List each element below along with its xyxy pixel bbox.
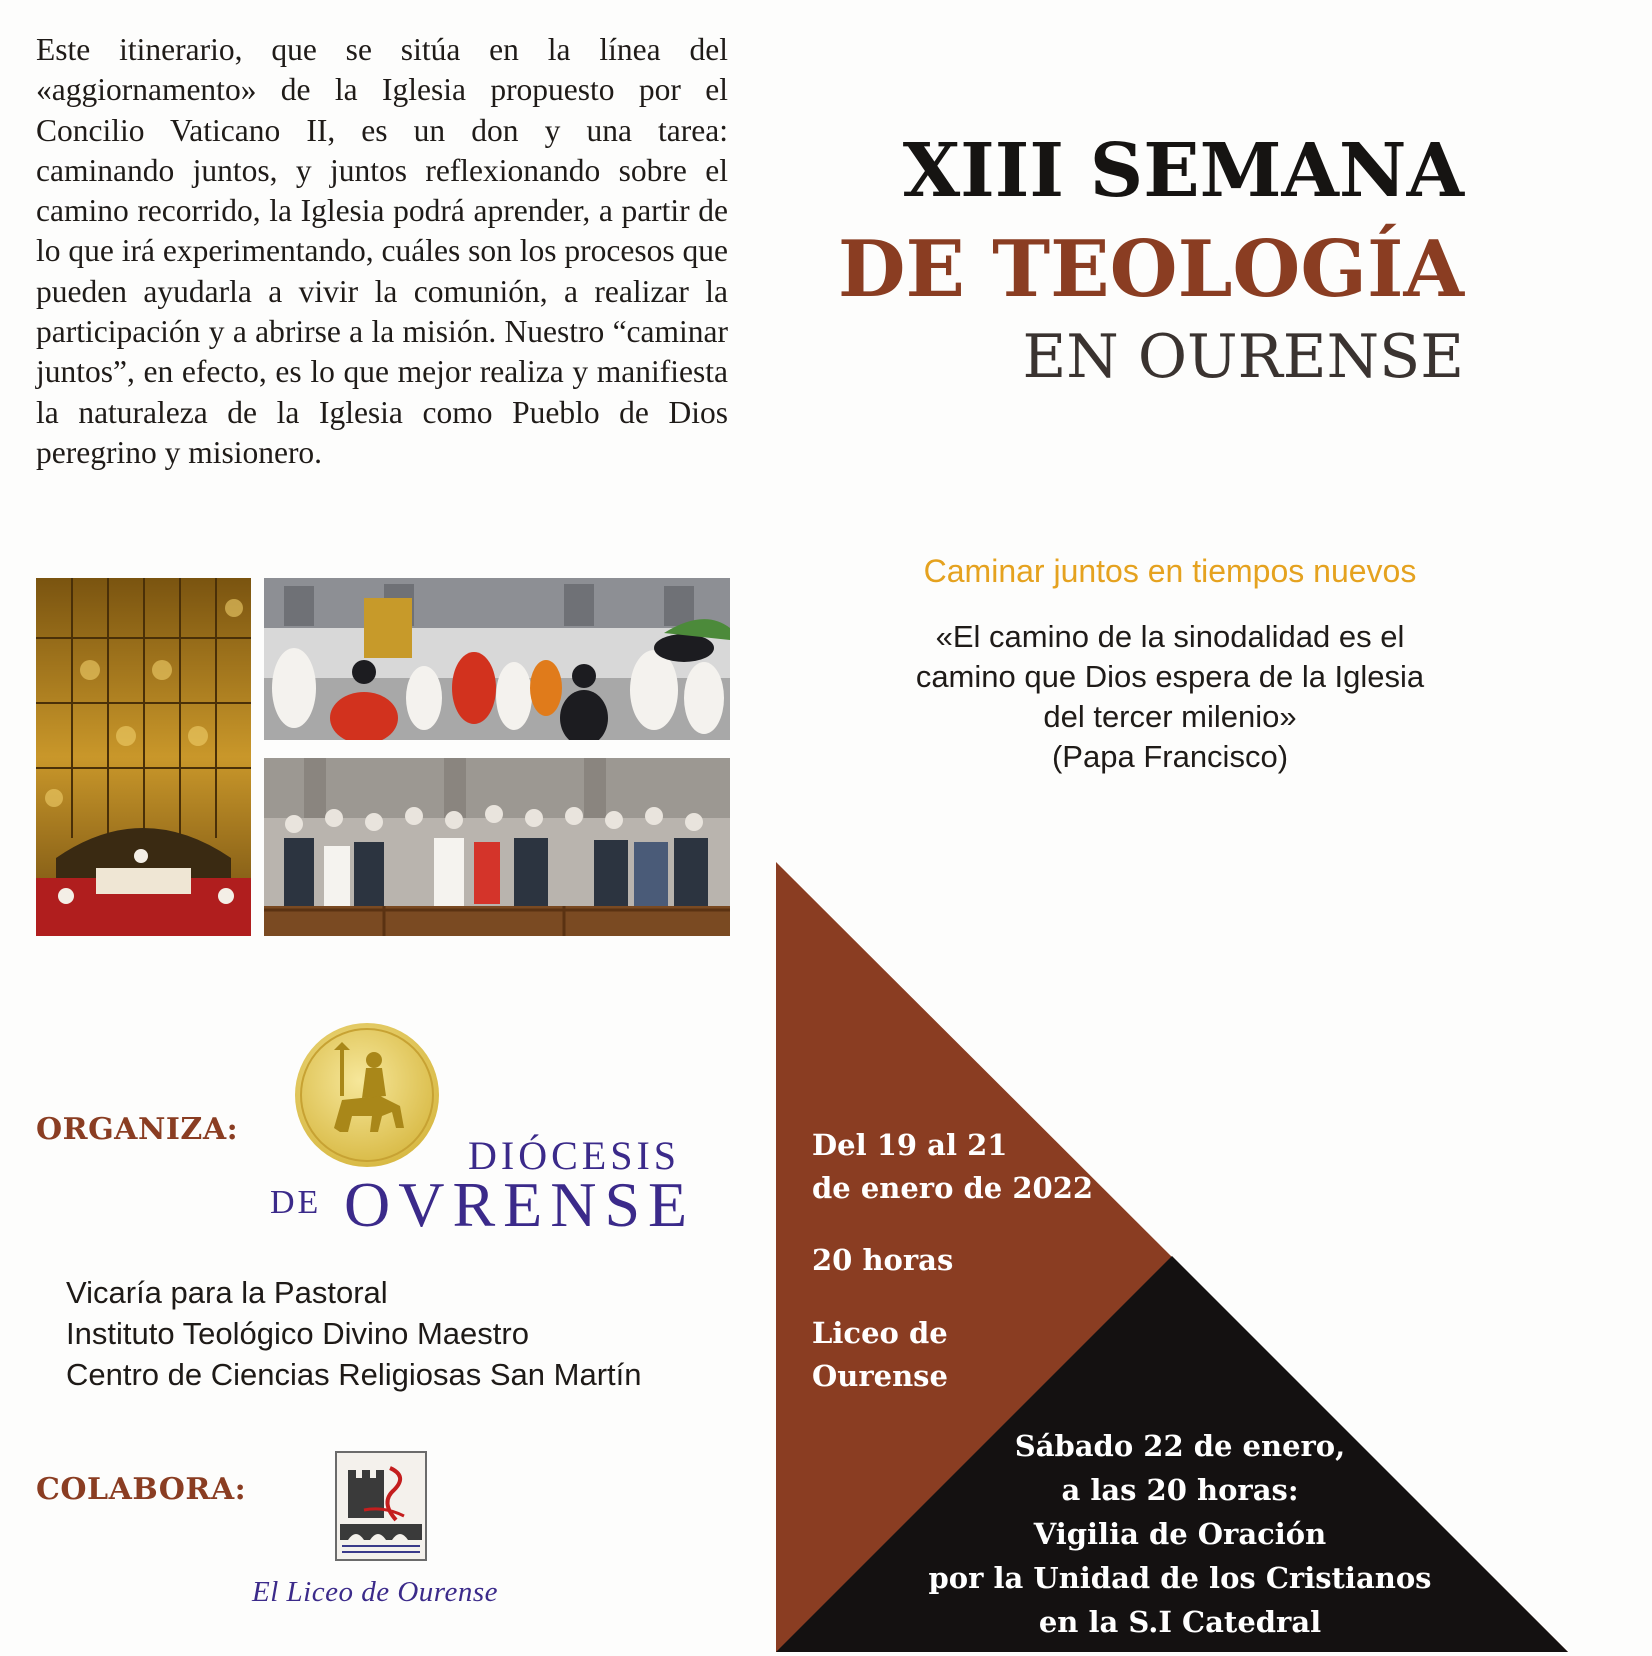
liceo-name: El Liceo de Ourense <box>252 1576 499 1608</box>
vigil-info <box>900 1424 1460 1644</box>
quote-attribution: (Papa Francisco) <box>1051 739 1289 774</box>
organiza-label: ORGANIZA: <box>36 1112 239 1147</box>
intro-paragraph: Este itinerario, que se sitúa en la línea del «aggiornamento» de la Iglesia propuesto por el Concilio Vaticano II, es un don y una tarea: caminando juntos, y juntos reflexionando sobre el camino recorrido, la Iglesia podrá aprender, a partir de lo que irá experimentando, cuáles son los procesos que pueden ayudarla a vivir la comunión, a realizar la participación y a abrirse a la misión. Nuestro “caminar juntos”, en efecto, es lo que mejor realiza y manifiesta la naturaleza de la Iglesia como Pueblo de Dios peregrino y misionero. <box>36 32 728 470</box>
event-place-line: Ourense <box>812 1359 948 1393</box>
diocese-title-prefix: DE <box>270 1184 322 1221</box>
organizer-item: Instituto Teológico Divino Maestro <box>66 1316 529 1351</box>
event-dates <box>812 1124 1093 1210</box>
organizer-item: Vicaría para la Pastoral <box>66 1275 388 1310</box>
title-line1: XIII SEMANA <box>902 128 1464 214</box>
organizer-item: Centro de Ciencias Religiosas San Martín <box>66 1357 642 1392</box>
diocese-title-name: OVRENSE <box>344 1169 696 1240</box>
vigil-line: por la Unidad de los Cristianos <box>928 1561 1432 1595</box>
title-line2: DE TEOLOGÍA <box>837 224 1464 315</box>
event-date-line: de enero de 2022 <box>812 1171 1094 1205</box>
quote-line: camino que Dios espera de la Iglesia <box>915 659 1425 694</box>
event-date-line: Del 19 al 21 <box>812 1128 1008 1162</box>
vigil-line: Vigilia de Oración <box>1033 1517 1327 1551</box>
title-line3: EN OURENSE <box>1022 322 1464 392</box>
colabora-label: COLABORA: <box>36 1472 247 1507</box>
quote-line: del tercer milenio» <box>1043 699 1297 734</box>
vigil-line: en la S.I Catedral <box>1038 1605 1322 1639</box>
subtitle: Caminar juntos en tiempos nuevos <box>923 553 1417 589</box>
event-hours: 20 horas <box>812 1243 954 1277</box>
vigil-line: a las 20 horas: <box>1061 1473 1299 1507</box>
vigil-line: Sábado 22 de enero, <box>1014 1429 1346 1463</box>
event-place <box>812 1312 948 1398</box>
event-place-line: Liceo de <box>812 1316 948 1350</box>
diocese-title-line1: DIÓCESIS <box>468 1133 681 1178</box>
quote-line: «El camino de la sinodalidad es el <box>935 619 1405 654</box>
